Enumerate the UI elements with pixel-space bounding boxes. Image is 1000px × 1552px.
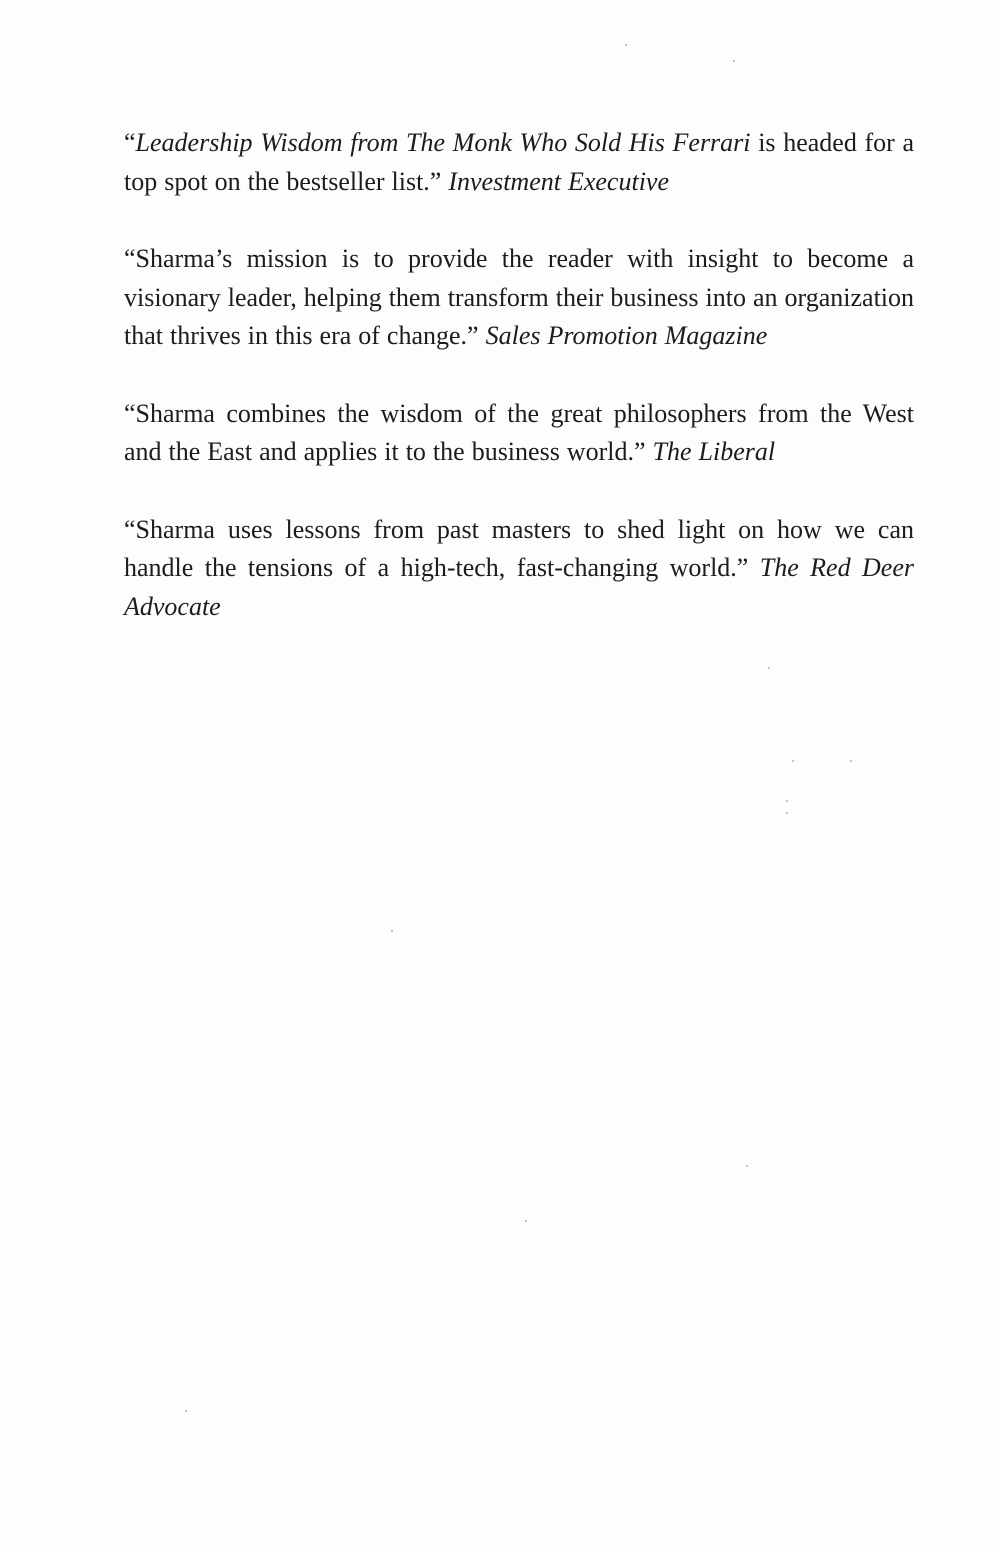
praise-quotes: [124, 124, 914, 626]
quote-source: The Red Deer Advocate: [124, 553, 914, 621]
quote-text: “Sharma’s mission is to provide the reader with insight to become a visionary leader, helping them transform their business into an organization that thrives in this era of change.”: [124, 244, 915, 350]
quote-source: Sales Promotion Magazine: [485, 321, 768, 350]
quote-investment-executive: [124, 124, 914, 201]
quote-source: Investment Executive: [448, 166, 669, 196]
scan-speck: [786, 800, 788, 802]
scan-speck: [786, 812, 788, 814]
scan-speck: [768, 667, 770, 669]
scan-speck: [733, 60, 735, 62]
scan-speck: [850, 760, 852, 762]
scan-speck: [391, 930, 393, 932]
book-title: Leadership Wisdom from The Monk Who Sold His Ferrari: [135, 128, 751, 157]
scan-speck: [792, 760, 794, 762]
scan-speck: [746, 1165, 748, 1167]
quote-text: “Sharma combines the wisdom of the great philosophers from the West and the East and applies it to the business world.”: [124, 398, 914, 466]
scan-speck: [625, 44, 627, 46]
scan-speck: [525, 1220, 527, 1222]
quote-open-mark: “: [124, 128, 136, 157]
quote-sales-promotion: [124, 240, 914, 356]
scan-speck: [185, 1410, 187, 1412]
quote-text: is headed for a top spot on the bestseller list.”: [124, 128, 914, 196]
quote-the-liberal: [124, 395, 914, 472]
quote-red-deer-advocate: [124, 511, 914, 627]
quote-source: The Liberal: [652, 437, 776, 466]
quote-text: “Sharma uses lessons from past masters to shed light on how we can handle the tensions of a high-tech, fast-changing world.”: [124, 514, 914, 582]
